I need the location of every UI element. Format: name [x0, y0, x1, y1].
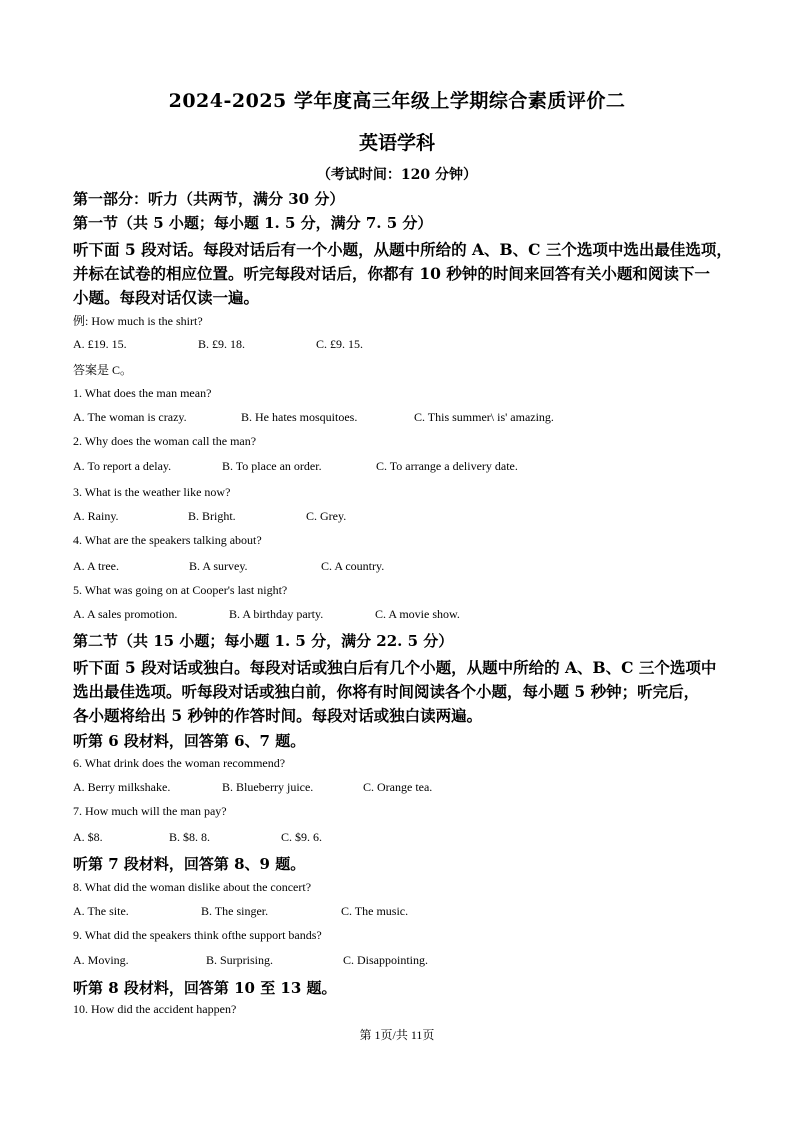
section2-instructions-line1: 听下面 5 段对话或独白。每段对话或独白后有几个小题，从题中所给的 A、B、C 三个选项中 [73, 658, 717, 677]
part1-heading: 第一部分：听力（共两节，满分 30 分） [73, 190, 345, 208]
q4-option-a: A. A tree. [73, 559, 119, 573]
q5-option-a: A. A sales promotion. [73, 607, 178, 621]
example-option-a: A. £19. 15. [73, 337, 127, 351]
subject-title: 英语学科 [358, 132, 435, 154]
q2-option-c: C. To arrange a delivery date. [376, 459, 518, 473]
q7-option-a: A. $8. [73, 830, 103, 844]
q2-option-b: B. To place an order. [222, 459, 322, 473]
q6-option-c: C. Orange tea. [363, 780, 433, 794]
q9-option-c: C. Disappointing. [343, 953, 429, 967]
section2-heading: 第二节（共 15 小题；每小题 1. 5 分，满分 22. 5 分） [73, 632, 454, 650]
section1-instructions-line3: 小题。每段对话仅读一遍。 [73, 288, 260, 307]
exam-title: 2024-2025 学年度高三年级上学期综合素质评价二 [168, 90, 626, 112]
question-5: 5. What was going on at Cooper's last night? [73, 583, 288, 597]
q1-option-b: B. He hates mosquitoes. [241, 410, 358, 424]
exam-time: （考试时间：120 分钟） [316, 167, 478, 183]
question-2: 2. Why does the woman call the man? [73, 434, 257, 448]
q3-option-a: A. Rainy. [73, 509, 119, 523]
example-question: 例: How much is the shirt? [73, 314, 203, 328]
question-1: 1. What does the man mean? [73, 386, 212, 400]
q6-option-a: A. Berry milkshake. [73, 780, 171, 794]
q4-option-c: C. A country. [321, 559, 385, 573]
q4-option-b: B. A survey. [189, 559, 248, 573]
example-answer: 答案是 C。 [73, 363, 133, 377]
q3-option-b: B. Bright. [188, 509, 236, 523]
q8-option-c: C. The music. [341, 904, 409, 918]
q8-option-b: B. The singer. [201, 904, 269, 918]
question-9: 9. What did the speakers think ofthe support bands? [73, 928, 322, 942]
material-6-heading: 听第 6 段材料，回答第 6、7 题。 [73, 732, 306, 750]
section1-heading: 第一节（共 5 小题；每小题 1. 5 分，满分 7. 5 分） [73, 214, 433, 232]
q9-option-b: B. Surprising. [206, 953, 274, 967]
question-8: 8. What did the woman dislike about the concert? [73, 880, 312, 894]
q6-option-b: B. Blueberry juice. [222, 780, 314, 794]
q7-option-c: C. $9. 6. [281, 830, 323, 844]
section2-instructions-line3: 各小题将给出 5 秒钟的作答时间。每段对话或独白读两遍。 [73, 706, 483, 725]
question-7: 7. How much will the man pay? [73, 804, 227, 818]
section1-instructions-line2: 并标在试卷的相应位置。听完每段对话后，你都有 10 秒钟的时间来回答有关小题和阅读下一 [73, 264, 710, 283]
q5-option-b: B. A birthday party. [229, 607, 324, 621]
q2-option-a: A. To report a delay. [73, 459, 172, 473]
material-8-heading: 听第 8 段材料，回答第 10 至 13 题。 [73, 979, 337, 997]
example-option-c: C. £9. 15. [316, 337, 364, 351]
section2-instructions-line2: 选出最佳选项。听每段对话或独白前，你将有时间阅读各个小题，每小题 5 秒钟；听完后， [73, 682, 700, 701]
material-7-heading: 听第 7 段材料，回答第 8、9 题。 [73, 855, 306, 873]
q8-option-a: A. The site. [73, 904, 129, 918]
q7-option-b: B. $8. 8. [169, 830, 211, 844]
section1-instructions-line1: 听下面 5 段对话。每段对话后有一个小题，从题中所给的 A、B、C 三个选项中选出最佳选项， [73, 240, 732, 259]
q3-option-c: C. Grey. [306, 509, 347, 523]
q1-option-a: A. The woman is crazy. [73, 410, 187, 424]
question-10: 10. How did the accident happen? [73, 1002, 237, 1016]
q1-option-c: C. This summer\ is' amazing. [414, 410, 554, 424]
q5-option-c: C. A movie show. [375, 607, 460, 621]
question-3: 3. What is the weather like now? [73, 485, 231, 499]
question-4: 4. What are the speakers talking about? [73, 533, 262, 547]
q9-option-a: A. Moving. [73, 953, 129, 967]
example-option-b: B. £9. 18. [198, 337, 246, 351]
question-6: 6. What drink does the woman recommend? [73, 756, 286, 770]
page-footer: 第 1页/共 11页 [359, 1028, 435, 1042]
